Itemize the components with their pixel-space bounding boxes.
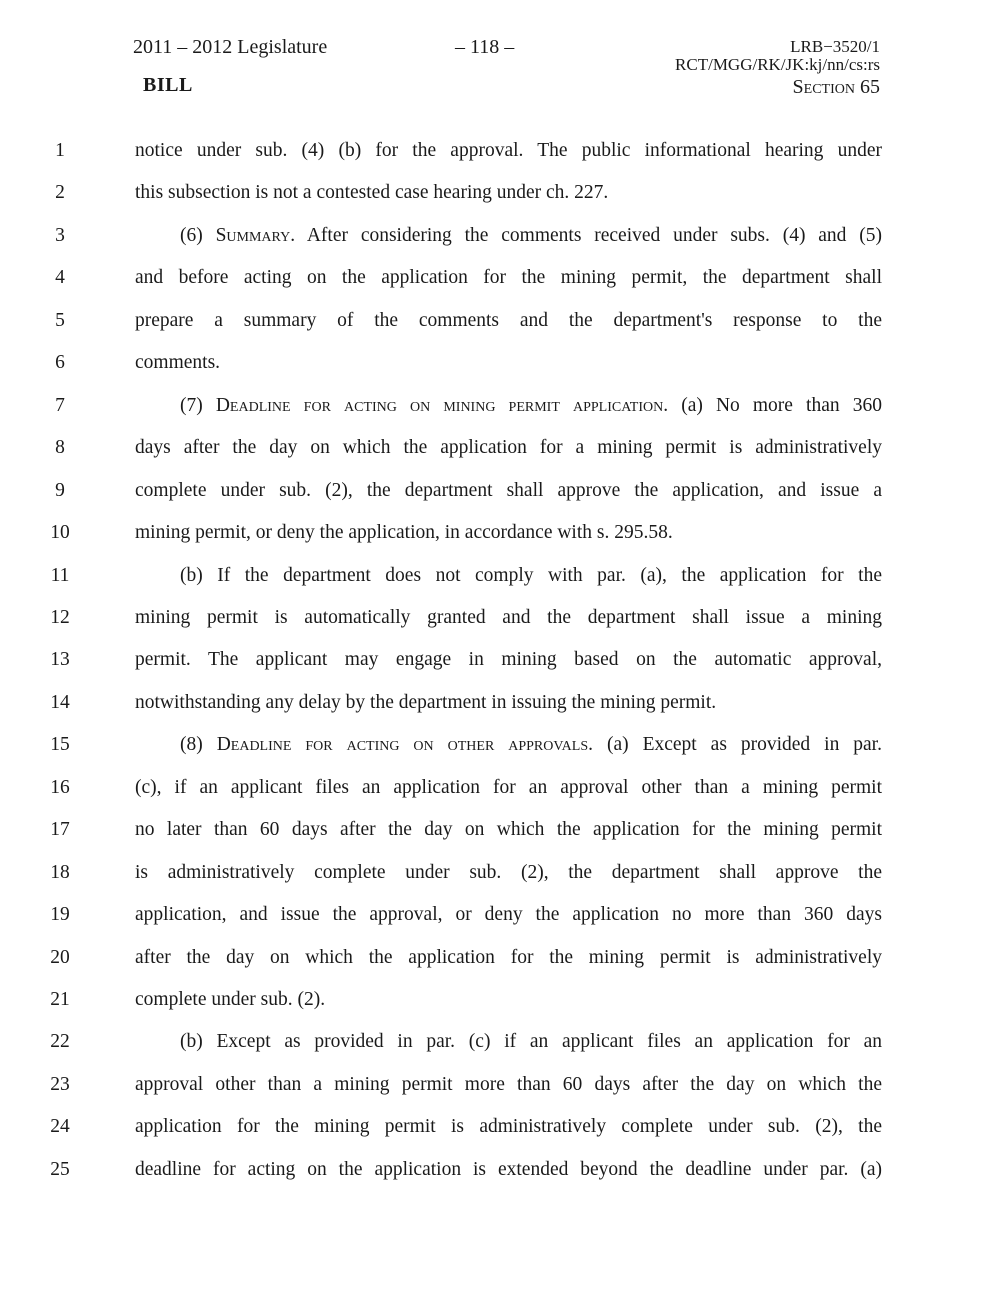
line-number: 8 — [55, 437, 65, 459]
line-number: 22 — [50, 1031, 70, 1053]
line-number: 18 — [50, 861, 70, 883]
text-run: comments. — [135, 352, 221, 374]
text-run: mining permit, or deny the application, in accordance with s. 295.58. — [135, 522, 673, 544]
line-text — [135, 904, 882, 926]
line-number: 7 — [55, 394, 65, 416]
text-run: prepare a summary of the comments and the department's response to the — [135, 309, 882, 331]
line-number: 16 — [50, 776, 70, 798]
bill-line — [0, 734, 1000, 776]
text-run: (a) No more than 360 — [668, 394, 882, 416]
line-text — [135, 480, 882, 502]
text-run: (b) Except as provided in par. (c) if an applicant files an application for an — [180, 1031, 882, 1053]
text-run: deadline for acting on the application is extended beyond the deadline under par. (a) — [135, 1158, 882, 1180]
line-text — [135, 352, 882, 374]
line-text — [135, 692, 882, 714]
bill-line — [0, 395, 1000, 437]
bill-line — [0, 480, 1000, 522]
bill-line — [0, 182, 1000, 224]
line-text — [135, 607, 882, 629]
line-text — [180, 734, 882, 756]
line-text — [135, 947, 882, 969]
line-text — [135, 267, 882, 289]
line-number: 24 — [50, 1116, 70, 1138]
text-run: after the day on which the application for the mining permit is administratively — [135, 946, 882, 968]
text-run: this subsection is not a contested case hearing under ch. 227. — [135, 182, 609, 204]
section-label: Section 65 — [792, 76, 880, 98]
line-number: 3 — [55, 224, 65, 246]
bill-line — [0, 267, 1000, 309]
line-text — [180, 225, 882, 247]
line-text — [135, 1159, 882, 1181]
bill-line — [0, 947, 1000, 989]
line-text — [135, 310, 882, 332]
line-number: 9 — [55, 479, 65, 501]
text-run: notwithstanding any delay by the department in issuing the mining permit. — [135, 691, 717, 713]
line-text — [180, 565, 882, 587]
text-run: (6) — [180, 224, 216, 246]
line-number: 1 — [55, 140, 65, 161]
bill-line — [0, 522, 1000, 564]
bill-line — [0, 692, 1000, 734]
line-text — [135, 819, 882, 841]
bill-line — [0, 862, 1000, 904]
bill-line — [0, 140, 1000, 182]
text-run: mining permit is automatically granted and the department shall issue a mining — [135, 606, 882, 628]
line-number: 15 — [50, 734, 70, 756]
line-text — [180, 1031, 882, 1053]
text-run: no later than 60 days after the day on which the application for the mining permit — [135, 819, 882, 841]
line-number: 21 — [50, 989, 70, 1010]
bill-line — [0, 1031, 1000, 1073]
line-number: 12 — [50, 606, 70, 628]
bill-line — [0, 1116, 1000, 1158]
bill-line — [0, 904, 1000, 946]
bill-line — [0, 777, 1000, 819]
subsection-heading: Deadline for acting on other approvals. — [216, 734, 593, 756]
line-text — [135, 1116, 882, 1138]
line-number: 2 — [55, 182, 65, 204]
text-run: and before acting on the application for the mining permit, the department shall — [135, 267, 882, 289]
bill-line — [0, 607, 1000, 649]
document-type: BILL — [143, 74, 193, 96]
line-number: 13 — [50, 649, 70, 671]
legislature-label: 2011 – 2012 Legislature — [133, 36, 328, 58]
bill-line — [0, 1074, 1000, 1116]
text-run: (c), if an applicant files an application for an approval other than a mining permit — [135, 776, 882, 798]
line-number: 6 — [55, 352, 65, 374]
line-text — [135, 862, 882, 884]
bill-line — [0, 1159, 1000, 1201]
line-number: 20 — [50, 946, 70, 968]
line-text — [135, 437, 882, 459]
line-number: 4 — [55, 267, 65, 289]
page-number: – 118 – — [455, 36, 515, 58]
line-text — [135, 1074, 882, 1096]
line-number: 10 — [50, 522, 70, 544]
line-text — [135, 140, 882, 162]
line-number: 19 — [50, 904, 70, 926]
line-number: 25 — [50, 1158, 70, 1180]
bill-line — [0, 565, 1000, 607]
line-text — [135, 522, 882, 544]
text-run: (b) If the department does not comply with par. (a), the application for the — [180, 564, 882, 586]
line-text — [135, 777, 882, 799]
text-run: is administratively complete under sub. (2), the department shall approve the — [135, 861, 882, 883]
bill-line — [0, 649, 1000, 691]
line-text — [135, 182, 882, 204]
text-run: application for the mining permit is administratively complete under sub. (2), the — [135, 1116, 882, 1138]
line-number: 23 — [50, 1073, 70, 1095]
line-number: 11 — [50, 564, 70, 586]
bill-line — [0, 989, 1000, 1031]
text-run: approval other than a mining permit more than 60 days after the day on which the — [135, 1073, 882, 1095]
text-run: application, and issue the approval, or deny the application no more than 360 days — [135, 904, 882, 926]
line-text — [135, 649, 882, 671]
subsection-heading: Summary. — [215, 224, 296, 246]
bill-line — [0, 819, 1000, 861]
subsection-heading: Deadline for acting on mining permit application. — [215, 394, 669, 416]
line-number: 17 — [50, 819, 70, 841]
bill-line — [0, 352, 1000, 394]
text-run: (a) Except as provided in par. — [593, 734, 882, 756]
text-run: notice under sub. (4) (b) for the approval. The public informational hearing under — [135, 140, 882, 161]
lrb-number: LRB−3520/1 — [790, 37, 880, 56]
text-run: days after the day on which the application for a mining permit is administratively — [135, 437, 882, 459]
text-run: (8) — [180, 734, 217, 756]
text-run: complete under sub. (2). — [135, 989, 326, 1010]
text-run: permit. The applicant may engage in mining based on the automatic approval, — [135, 649, 882, 671]
bill-line — [0, 437, 1000, 479]
drafter-initials: RCT/MGG/RK/JK:kj/nn/cs:rs — [675, 55, 880, 74]
bill-line — [0, 310, 1000, 352]
text-run: After considering the comments received under subs. (4) and (5) — [295, 224, 882, 246]
text-run: complete under sub. (2), the department shall approve the application, and issue a — [135, 479, 882, 501]
line-number: 5 — [55, 309, 65, 331]
line-number: 14 — [50, 691, 70, 713]
line-text — [180, 395, 882, 417]
text-run: (7) — [180, 394, 216, 416]
bill-line — [0, 225, 1000, 267]
line-text — [135, 989, 882, 1011]
